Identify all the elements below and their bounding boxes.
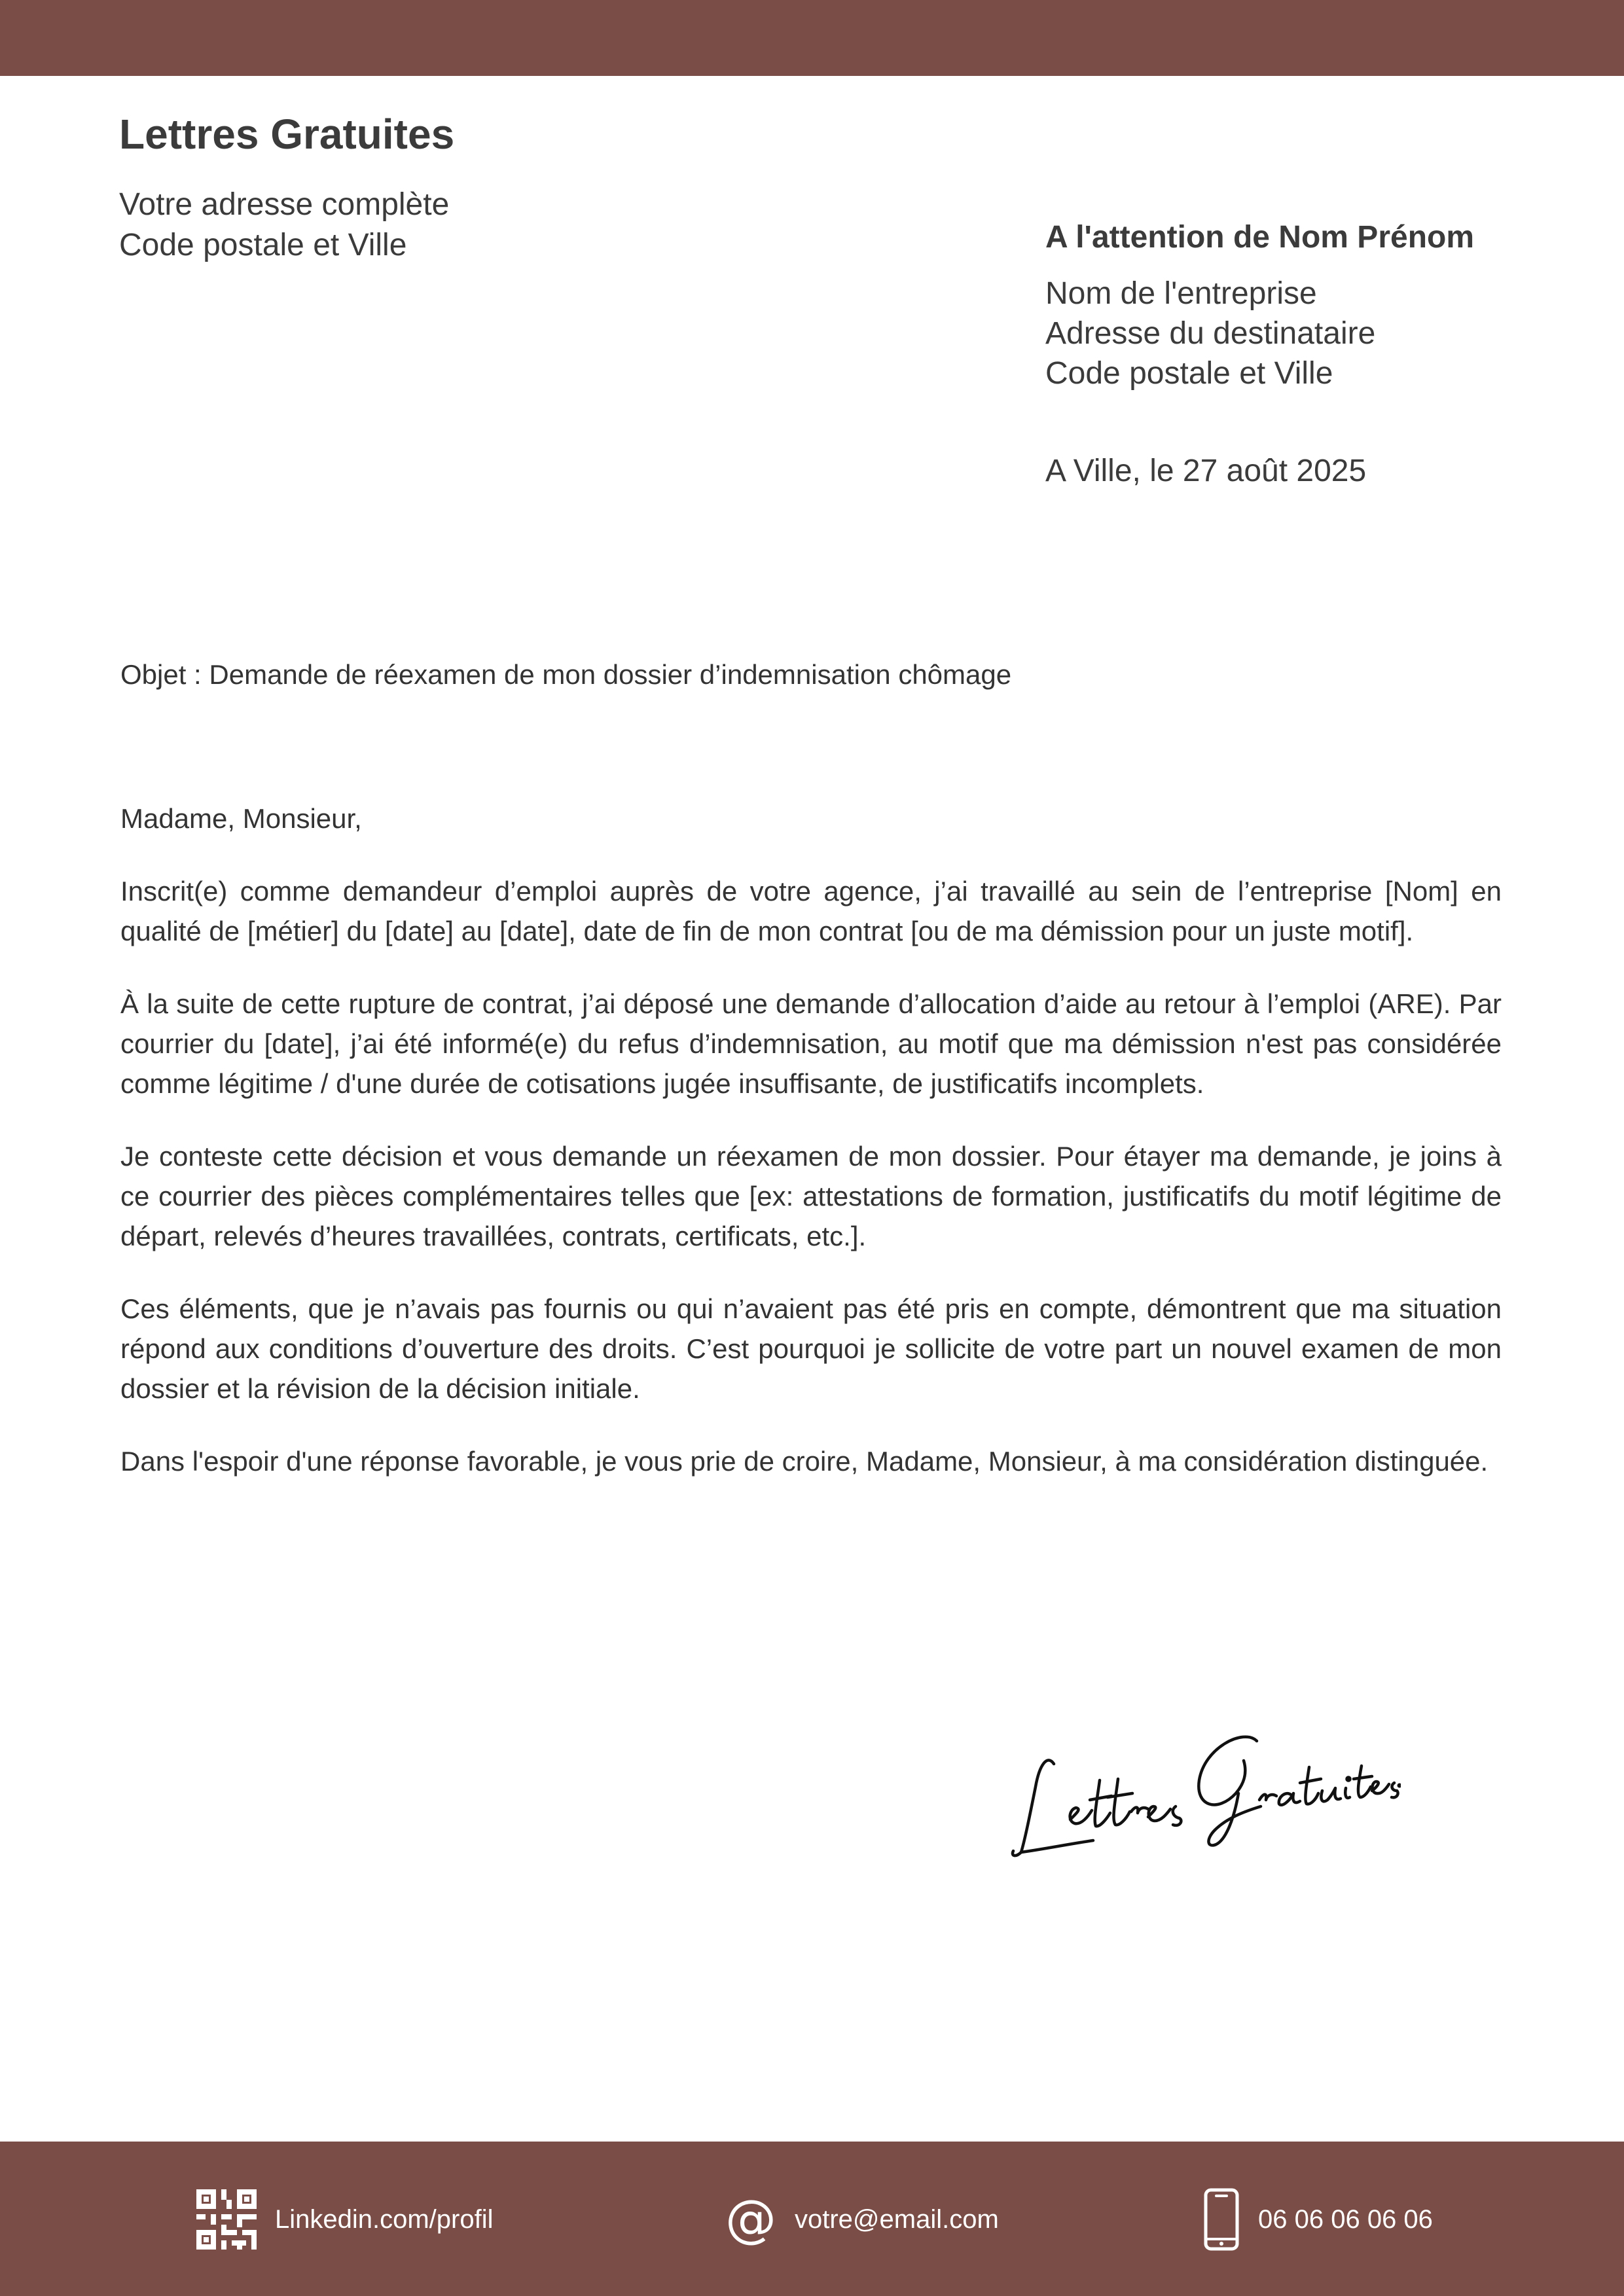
top-color-band: [0, 0, 1624, 76]
footer-email-text: votre@email.com: [795, 2204, 999, 2234]
recipient-attention: A l'attention de Nom Prénom: [1045, 220, 1475, 255]
letter-subject: Objet : Demande de réexamen de mon dossier d’indemnisation chômage: [120, 659, 1012, 690]
body-paragraph-1: Inscrit(e) comme demandeur d’emploi auprès de votre agence, j’ai travaillé au sein de l’entreprise [Nom] en qualité de [métier] du [date] au [date], date de fin de mon contrat [ou de ma démission pour un juste motif].: [120, 876, 1502, 946]
recipient-address: Adresse du destinataire: [1045, 316, 1376, 351]
sender-address: Votre adresse complète: [119, 187, 450, 223]
smartphone-icon: [1203, 2188, 1240, 2251]
footer-phone[interactable]: [1203, 2188, 1433, 2251]
footer-linkedin[interactable]: [196, 2188, 494, 2251]
footer-linkedin-text: Linkedin.com/profil: [275, 2204, 494, 2234]
salutation: Madame, Monsieur,: [120, 803, 362, 834]
footer-email[interactable]: [725, 2188, 999, 2251]
recipient-block: [1045, 217, 1569, 492]
letter-date: A Ville, le 27 août 2025: [1045, 454, 1367, 488]
footer-phone-text: 06 06 06 06 06: [1258, 2204, 1433, 2234]
handwritten-signature: [1008, 1702, 1401, 1872]
sender-name: Lettres Gratuites: [119, 111, 455, 158]
recipient-company: Nom de l'entreprise: [1045, 276, 1317, 311]
body-paragraph-5: Dans l'espoir d'une réponse favorable, je vous prie de croire, Madame, Monsieur, à ma considération distinguée.: [120, 1446, 1489, 1477]
letter-body: [120, 798, 1502, 1514]
body-paragraph-3: Je conteste cette décision et vous demande un réexamen de mon dossier. Pour étayer ma demande, je joins à ce courrier des pièces complémentaires telles que [ex: attestations de formation, justificatifs du motif légitime de départ, relevés d’heures travaillées, contrats, certificats, etc.].: [120, 1141, 1502, 1251]
sender-block: [119, 111, 839, 266]
body-paragraph-2: À la suite de cette rupture de contrat, j’ai déposé une demande d’allocation d’aide au retour à l’emploi (ARE). Par courrier du [date], j’ai été informé(e) du refus d’indemnisation, au motif que ma démission n'est pas considérée comme légitime / d'une durée de cotisations jugée insuffisante, de justificatifs incomplets.: [120, 988, 1502, 1099]
at-sign-icon: @: [725, 2190, 776, 2249]
qr-code-icon: [196, 2189, 257, 2250]
body-paragraph-4: Ces éléments, que je n’avais pas fournis ou qui n’avaient pas été pris en compte, démontrent que ma situation répond aux conditions d’ouverture des droits. C’est pourquoi je sollicite de votre part un nouvel examen de mon dossier et la révision de la décision initiale.: [120, 1293, 1502, 1404]
recipient-city: Code postale et Ville: [1045, 356, 1333, 391]
sender-city: Code postale et Ville: [119, 228, 407, 263]
